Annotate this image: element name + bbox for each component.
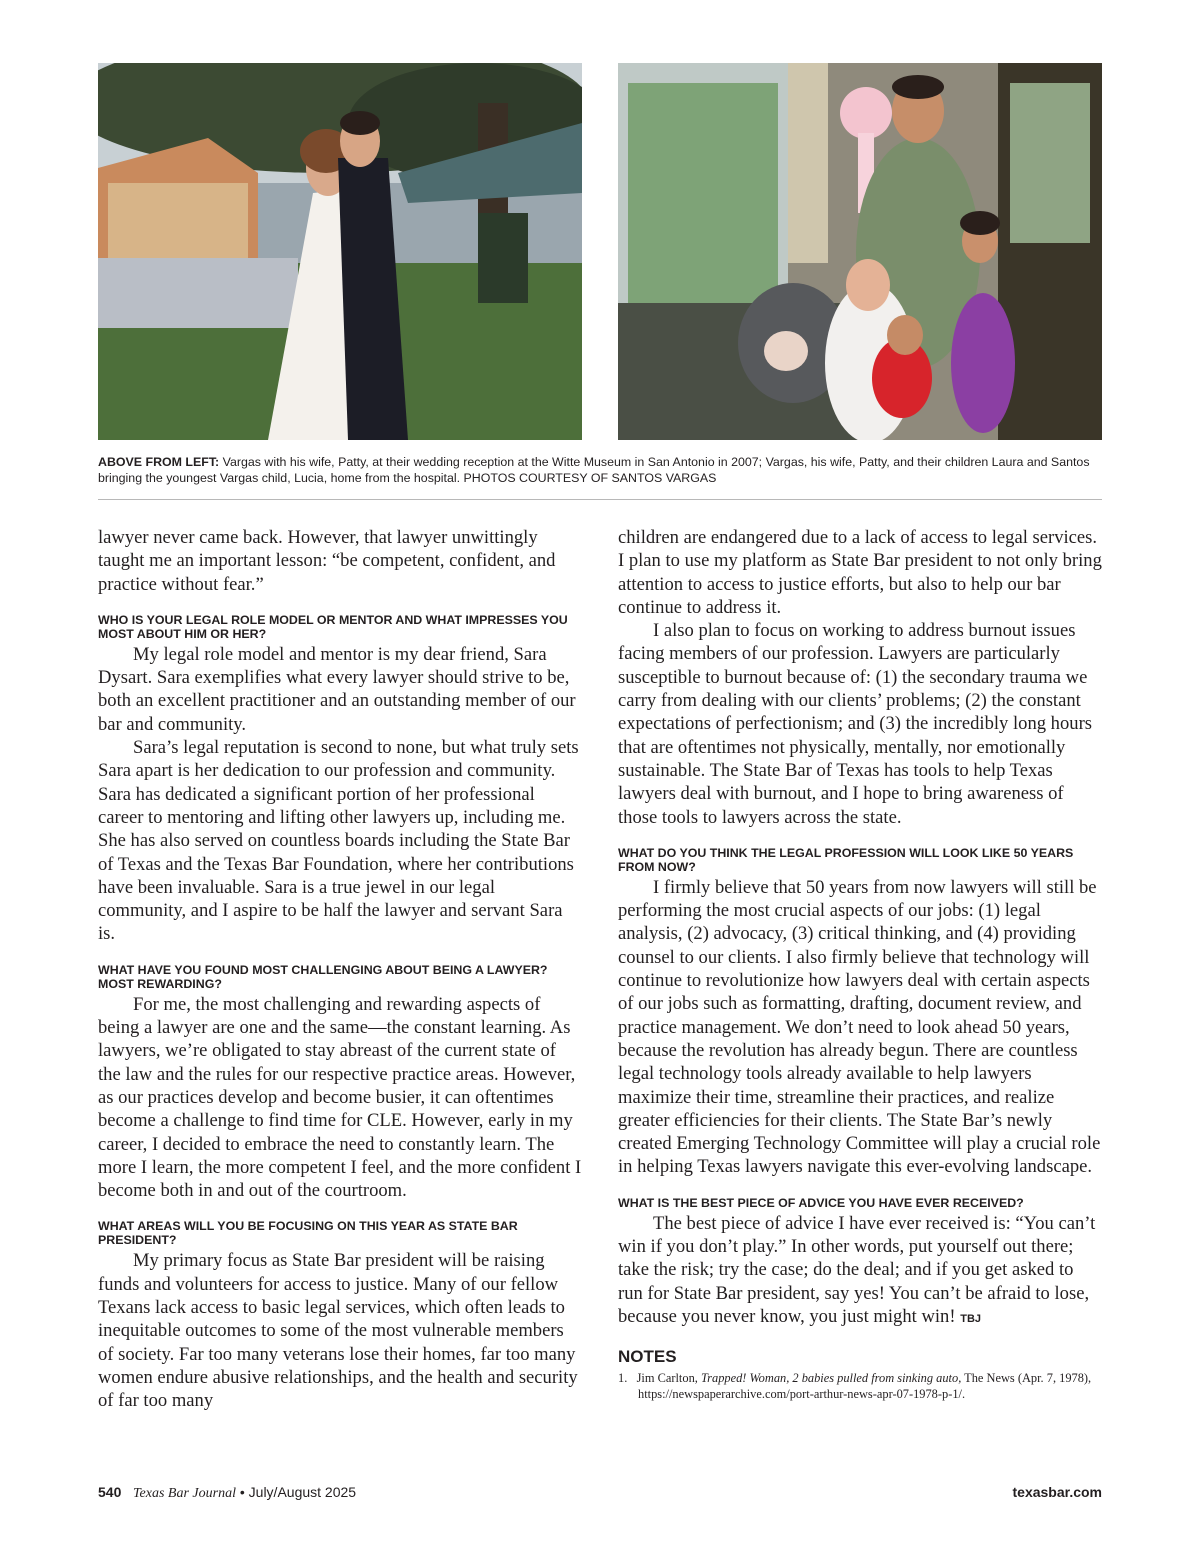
caption-divider bbox=[98, 499, 1102, 500]
note-author: Jim Carlton, bbox=[636, 1371, 698, 1386]
paragraph-text: The best piece of advice I have ever received is: “You can’t win if you don’t play.” In other words, put yourself out there; take the risk; try the case; do the deal; and if you get asked to run for State Bar president, say yes! You can’t be afraid to lose, because you never know, you just might win! bbox=[618, 1212, 1096, 1327]
page-number: 540 bbox=[98, 1484, 122, 1500]
journal-name: Texas Bar Journal bbox=[133, 1486, 236, 1501]
paragraph: My legal role model and mentor is my dear friend, Sara Dysart. Sara exemplifies what every lawyer should strive to be, both an excellent practitioner and an outstanding member of our bar and community. bbox=[98, 643, 576, 735]
note-number: 1. bbox=[618, 1371, 628, 1386]
paragraph bbox=[618, 1212, 1102, 1331]
photo-caption bbox=[98, 454, 1102, 486]
paragraph: My primary focus as State Bar president will be raising funds and volunteers for access to justice. Many of our fellow Texans lack access to basic legal services, which often leads to inequitable outcomes to some of the most vulnerable members of society. Far too many veterans lose their homes, far too many women endure abusive relationships, and the health and security of far too many bbox=[98, 1250, 578, 1412]
caption-text: Vargas with his wife, Patty, at their wedding reception at the Witte Museum in San Antonio in 2007; Vargas, his wife, Patty, and their children Laura and Santos bringing the youngest Vargas child, Lucia, home from the hospital. PHOTOS COURTESY OF SANTOS VARGAS bbox=[98, 455, 1090, 485]
wedding-photo-image bbox=[98, 63, 582, 440]
question-heading: WHAT AREAS WILL YOU BE FOCUSING ON THIS YEAR AS STATE BAR PRESIDENT? bbox=[98, 1219, 518, 1248]
paragraph: For me, the most challenging and rewarding aspects of being a lawyer are one and the same—the constant learning. As lawyers, we’re obligated to stay abreast of the current state of the law and the rules for our respective practice areas. However, as our practices develop and become busier, it can oftentimes become a challenge to find time for CLE. However, early in my career, I decided to embrace the need to constantly learn. The more I learn, the more competent I feel, and the more confident I become both in and out of the courtroom. bbox=[98, 993, 582, 1202]
notes-heading: NOTES bbox=[618, 1347, 677, 1367]
family-photo bbox=[618, 63, 1102, 440]
paragraph: lawyer never came back. However, that lawyer unwittingly taught me an important lesson: “be competent, confident, and practice without fear.” bbox=[98, 527, 556, 595]
page-footer-left bbox=[98, 1483, 356, 1503]
issue-date: July/August 2025 bbox=[248, 1484, 357, 1500]
wedding-photo bbox=[98, 63, 582, 440]
family-photo-image bbox=[618, 63, 1102, 440]
note-item bbox=[618, 1370, 1102, 1402]
paragraph: I also plan to focus on working to address burnout issues facing members of our profession. Lawyers are particularly susceptible to burnout because of: (1) the secondary trauma we carry from dealing with our clients’ problems; (2) the constant expectations of perfectionism; and (3) the incredibly long hours that are oftentimes not physically, mentally, nor emotionally sustainable. The State Bar of Texas has tools to help Texas lawyers deal with burnout, and I hope to bring awareness of those tools to lawyers across the state. bbox=[618, 620, 1093, 828]
caption-lead: ABOVE FROM LEFT: bbox=[98, 455, 220, 469]
end-mark: TBJ bbox=[960, 1312, 981, 1325]
question-heading: WHAT HAVE YOU FOUND MOST CHALLENGING ABOUT BEING A LAWYER? MOST REWARDING? bbox=[98, 962, 548, 991]
footer-bullet: • bbox=[239, 1484, 245, 1500]
question-heading: WHAT DO YOU THINK THE LEGAL PROFESSION WILL LOOK LIKE 50 YEARS FROM NOW? bbox=[618, 845, 1074, 874]
question-heading: WHO IS YOUR LEGAL ROLE MODEL OR MENTOR AND WHAT IMPRESSES YOU MOST ABOUT HIM OR HER? bbox=[98, 612, 568, 641]
note-source: The News (Apr. 7, 1978), https://newspaperarchive.com/port-arthur-news-apr-07-1978-p-1/. bbox=[638, 1371, 1092, 1402]
paragraph: Sara’s legal reputation is second to none, but what truly sets Sara apart is her dedication to our profession and community. Sara has dedicated a significant portion of her professional career to mentoring and lifting other lawyers up, including me. She has also served on countless boards including the State Bar of Texas and the Texas Bar Foundation, where her contributions have been invaluable. Sara is a true jewel in our legal community, and I aspire to be half the lawyer and servant Sara is. bbox=[98, 737, 579, 945]
paragraph: I firmly believe that 50 years from now lawyers will still be performing the most crucial aspects of our jobs: (1) legal analysis, (2) advocacy, (3) critical thinking, and (4) providing counsel to our clients. I also firmly believe that technology will continue to revolutionize how lawyers deal with certain aspects of our jobs such as formatting, drafting, document review, and practice management. We don’t need to look ahead 50 years, because the revolution has already begun. There are countless legal technology tools already available to help lawyers maximize their time, streamline their practices, and realize greater efficiencies for their clients. The State Bar’s newly created Emerging Technology Committee will play a crucial role in helping Texas lawyers navigate this ever-evolving landscape. bbox=[618, 876, 1101, 1178]
question-heading: WHAT IS THE BEST PIECE OF ADVICE YOU HAVE EVER RECEIVED? bbox=[618, 1195, 1024, 1210]
paragraph: children are endangered due to a lack of access to legal services. I plan to use my platform as State Bar president to not only bring attention to access to justice efforts, but also to help our bar continue to address it. bbox=[618, 527, 1102, 618]
note-title: Trapped! Woman, 2 babies pulled from sinking auto, bbox=[700, 1371, 962, 1386]
site-url: texasbar.com bbox=[1012, 1484, 1102, 1500]
article-column-right bbox=[618, 526, 1102, 1402]
article-column-left bbox=[98, 526, 582, 1413]
